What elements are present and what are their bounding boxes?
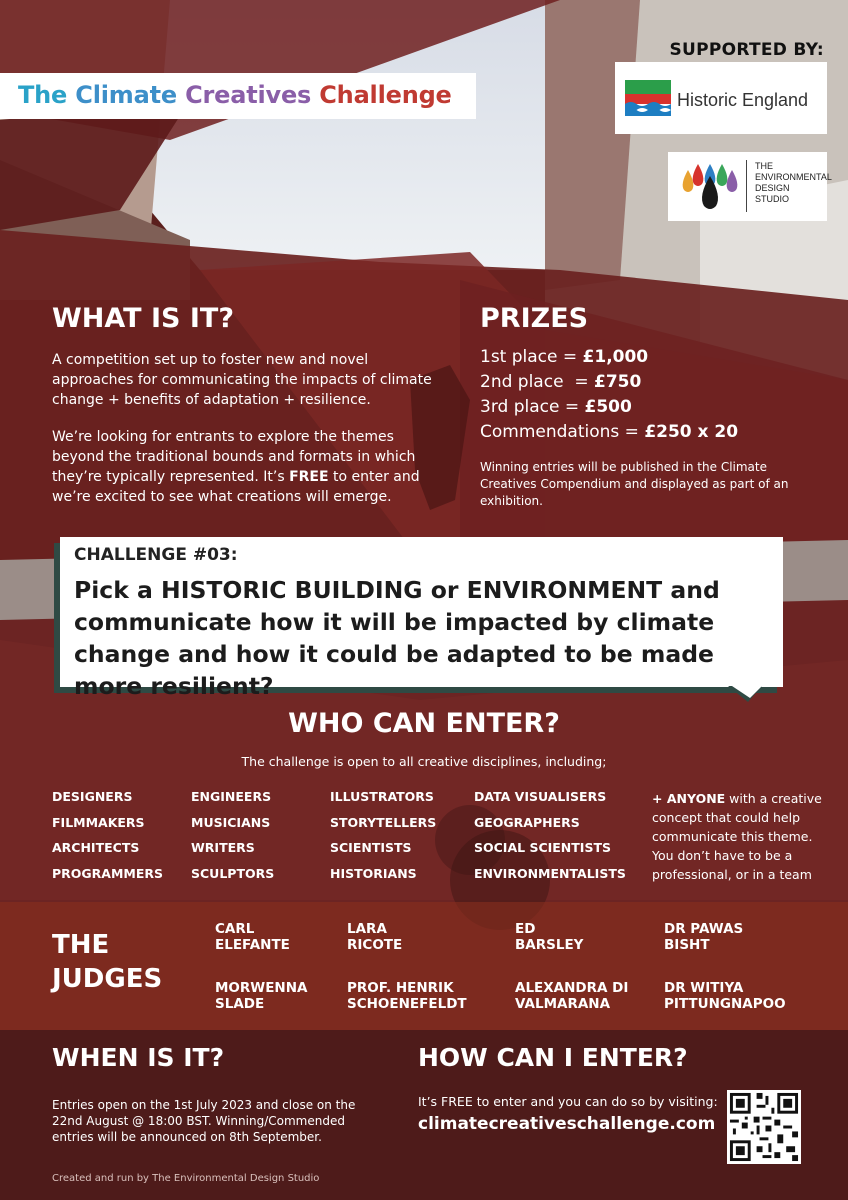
prize-item (480, 395, 738, 420)
sponsor-historic-england: Historic England (677, 90, 809, 110)
anyone-bold: + ANYONE (652, 791, 726, 806)
prize-list (480, 345, 738, 445)
qr-code-icon (727, 1090, 801, 1164)
judge-first: PROF. HENRIK (347, 980, 454, 996)
how-heading: HOW CAN I ENTER? (418, 1043, 688, 1072)
discipline-item: SCIENTISTS (330, 840, 412, 855)
judges-heading (52, 928, 162, 996)
discipline-item: SOCIAL SCIENTISTS (474, 840, 611, 855)
judge-name (664, 921, 743, 953)
prize-label: 3rd place = (480, 397, 585, 417)
discipline-item: STORYTELLERS (330, 814, 437, 830)
judge-first: DR WITIYA (664, 980, 744, 996)
challenge-text: Pick a HISTORIC BUILDING or ENVIRONMENT and communicate how it will be impacted by climate change and how it could be adapted to be made more resilient? (74, 576, 720, 700)
judge-name (515, 921, 583, 953)
eds-line: DESIGN (755, 183, 790, 193)
historic-england-icon (625, 80, 671, 116)
who-heading: WHO CAN ENTER? (288, 708, 560, 739)
discipline-item: HISTORIANS (330, 865, 417, 881)
judge-last: VALMARANA (515, 996, 611, 1012)
discipline-item: FILMMAKERS (52, 814, 145, 830)
judge-name (215, 921, 290, 953)
environmental-design-studio-logo (668, 152, 832, 221)
judge-last: ELEFANTE (215, 937, 290, 953)
judge-name (664, 980, 786, 1012)
judge-first: LARA (347, 921, 387, 937)
judge-last: RICOTE (347, 937, 403, 953)
page-title (18, 81, 452, 109)
judge-first: MORWENNA (215, 980, 308, 996)
prize-label: 2nd place = (480, 372, 594, 392)
footer-credit: Created and run by The Environmental Design Studio (52, 1173, 320, 1184)
prize-item (480, 370, 738, 395)
how-text: It’s FREE to enter and you can do so by visiting: (418, 1094, 718, 1109)
discipline-item: WRITERS (191, 840, 255, 855)
discipline-column-3 (330, 784, 436, 886)
what-paragraph-2 (52, 427, 442, 507)
judge-last: SCHOENEFELDT (347, 996, 467, 1012)
what-p2-end: to enter and we’re excited to see what creations will emerge. (52, 469, 420, 505)
prize-label: 1st place = (480, 347, 583, 367)
prize-value: £500 (584, 397, 632, 417)
logo-divider (746, 160, 747, 212)
what-heading: WHAT IS IT? (52, 303, 235, 334)
raindrops-icon (678, 162, 742, 212)
what-p2-start: We’re looking for entrants to explore the themes beyond the traditional bounds and formats in which they’re typically represented. It’s (52, 429, 416, 485)
discipline-column-2 (191, 784, 274, 886)
judge-last: PITTUNGNAPOO (664, 996, 786, 1012)
judge-name (215, 980, 307, 1012)
judge-first: CARL (215, 921, 255, 937)
discipline-item: ENVIRONMENTALISTS (474, 865, 626, 881)
eds-line: THE (755, 161, 773, 171)
title-word-challenge: Challenge (319, 81, 452, 109)
sponsor-environmental-design-studio (755, 161, 832, 205)
judge-last: BARSLEY (515, 937, 584, 953)
judges-heading-line: JUDGES (52, 964, 163, 994)
discipline-item: MUSICIANS (191, 814, 271, 830)
prizes-heading: PRIZES (480, 303, 589, 334)
judge-first: ED (515, 921, 536, 937)
who-subtitle: The challenge is open to all creative disciplines, including; (241, 754, 607, 769)
discipline-item: ARCHITECTS (52, 840, 140, 855)
prize-value: £750 (593, 372, 642, 392)
discipline-column-4 (474, 784, 626, 886)
prize-value: £1,000 (582, 347, 649, 367)
judge-last: BISHT (664, 937, 710, 953)
historic-england-logo (615, 62, 827, 134)
prize-item (480, 420, 738, 445)
anyone-rest: with a creative concept that could help communicate this theme. You don’t have to be a professional, or in a team (652, 791, 822, 882)
website-link[interactable]: climatecreativeschallenge.com (418, 1114, 716, 1134)
when-heading: WHEN IS IT? (52, 1043, 225, 1072)
what-paragraph-1: A competition set up to foster new and novel approaches for communicating the impacts of climate change + benefits of adaptation + resilience. (52, 352, 432, 408)
judge-first: DR PAWAS (664, 921, 744, 937)
anyone-note (652, 789, 822, 884)
judge-name (515, 980, 628, 1012)
judge-last: SLADE (215, 996, 265, 1012)
judges-heading-line: THE (52, 930, 110, 960)
prize-note: Winning entries will be published in the Climate Creatives Compendium and displayed as part of an exhibition. (480, 460, 789, 508)
eds-line: ENVIRONMENTAL (755, 172, 832, 182)
title-word-climate: Climate (75, 81, 177, 109)
discipline-item: SCULPTORS (191, 865, 275, 881)
challenge-label: CHALLENGE #03: (74, 545, 238, 565)
title-word-creatives: Creatives (185, 81, 312, 109)
when-text: Entries open on the 1st July 2023 and close on the 22nd August @ 18:00 BST. Winning/Commended entries will be announced on 8th September. (52, 1098, 356, 1144)
what-p2-free: FREE (289, 469, 329, 485)
discipline-item: PROGRAMMERS (52, 865, 164, 881)
judge-first: ALEXANDRA DI (515, 980, 629, 996)
prize-label: Commendations = (480, 422, 645, 442)
discipline-item: DESIGNERS (52, 789, 133, 804)
discipline-item: DATA VISUALISERS (474, 789, 607, 804)
prize-value: £250 x 20 (644, 422, 739, 442)
prize-item (480, 345, 738, 370)
eds-line: STUDIO (755, 194, 790, 204)
supported-by-label: SUPPORTED BY: (669, 40, 824, 60)
title-word-the: The (18, 81, 68, 109)
judge-name (347, 921, 402, 953)
discipline-item: ENGINEERS (191, 789, 272, 804)
judge-name (347, 980, 467, 1012)
discipline-item: ILLUSTRATORS (330, 789, 434, 804)
qr-code[interactable] (727, 1090, 801, 1164)
discipline-item: GEOGRAPHERS (474, 814, 580, 830)
discipline-column-1 (52, 784, 163, 886)
